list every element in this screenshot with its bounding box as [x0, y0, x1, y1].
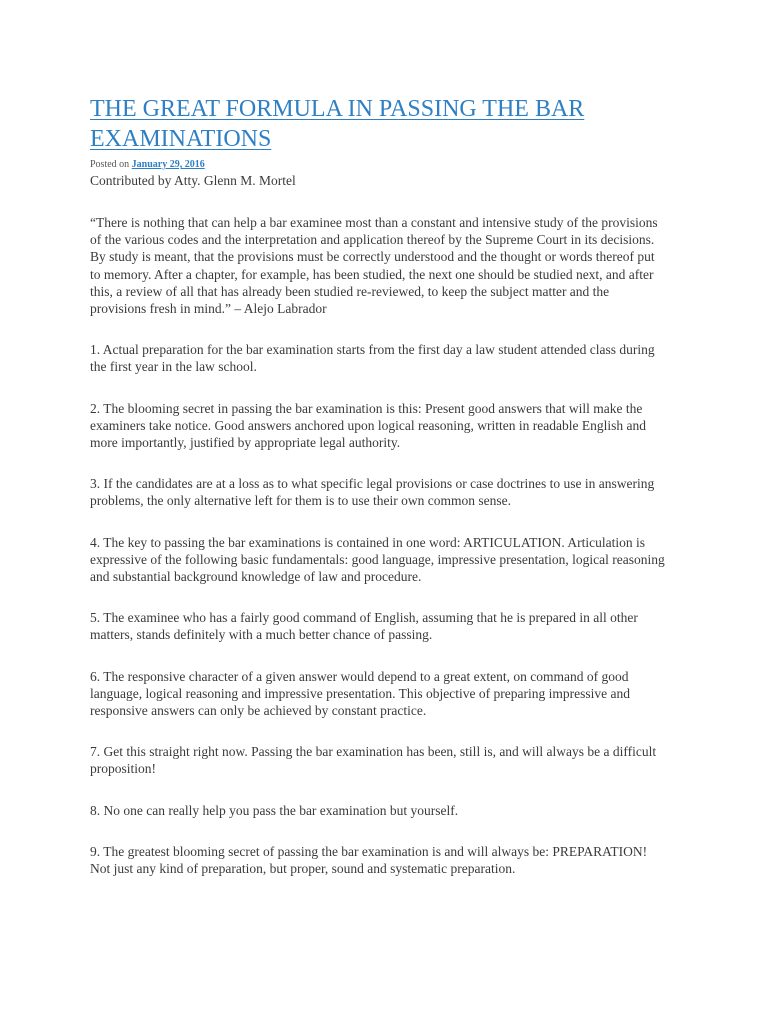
posted-on-label: Posted on — [90, 159, 130, 170]
list-item-3: 3. If the candidates are at a loss as to what specific legal provisions or case doctrines to use in answering problems, the only alternative left for them is to use their own common sense. — [90, 476, 655, 509]
list-item-5: 5. The examinee who has a fairly good command of English, assuming that he is prepared in all other matters, stands definitely with a much better chance of passing. — [90, 610, 638, 643]
post-date-link[interactable]: January 29, 2016 — [131, 159, 205, 170]
list-item-8: 8. No one can really help you pass the bar examination but yourself. — [90, 802, 459, 818]
list-item-6: 6. The responsive character of a given answer would depend to a great extent, on command of good language, logical reasoning and impressive presentation. This objective of preparing impressive and responsive answers can only be achieved by constant practice. — [90, 668, 630, 719]
opening-quote: “There is nothing that can help a bar examinee most than a constant and intensive study of the provisions of the various codes and the interpretation and application thereof by the Supreme Court in its decisions. By study is meant, that the provisions must be correctly understood and the thought or words thereof put to memory. After a chapter, for example, has been studied, the next one should be studied next, and after this, a review of all that has already been studied re-reviewed, to keep the subject matter and the provisions fresh in mind.” – Alejo Labrador — [90, 215, 658, 317]
list-item-7: 7. Get this straight right now. Passing the bar examination has been, still is, and will always be a difficult proposition! — [90, 744, 657, 777]
list-item-1: 1. Actual preparation for the bar examination starts from the first day a law student attended class during the first year in the law school. — [90, 342, 655, 375]
list-item-9: 9. The greatest blooming secret of passing the bar examination is and will always be: PREPARATION! Not just any kind of preparation, but proper, sound and systematic preparation. — [90, 843, 648, 877]
list-item-4: 4. The key to passing the bar examinations is contained in one word: ARTICULATION. Articulation is expressive of the following basic fundamentals: good language, impressive presentation, logical reasoning and substantial background knowledge of law and procedure. — [90, 534, 665, 585]
post-meta — [90, 159, 668, 171]
post-title — [90, 94, 610, 154]
list-item-2: 2. The blooming secret in passing the bar examination is this: Present good answers that will make the examiners take notice. Good answers anchored upon logical reasoning, written in readable English and more importantly, justified by appropriate legal authority. — [90, 400, 646, 451]
post-title-link[interactable]: THE GREAT FORMULA IN PASSING THE BAR EXAMINATIONS — [90, 96, 585, 152]
contributor-line: Contributed by Atty. Glenn M. Mortel — [90, 173, 296, 188]
